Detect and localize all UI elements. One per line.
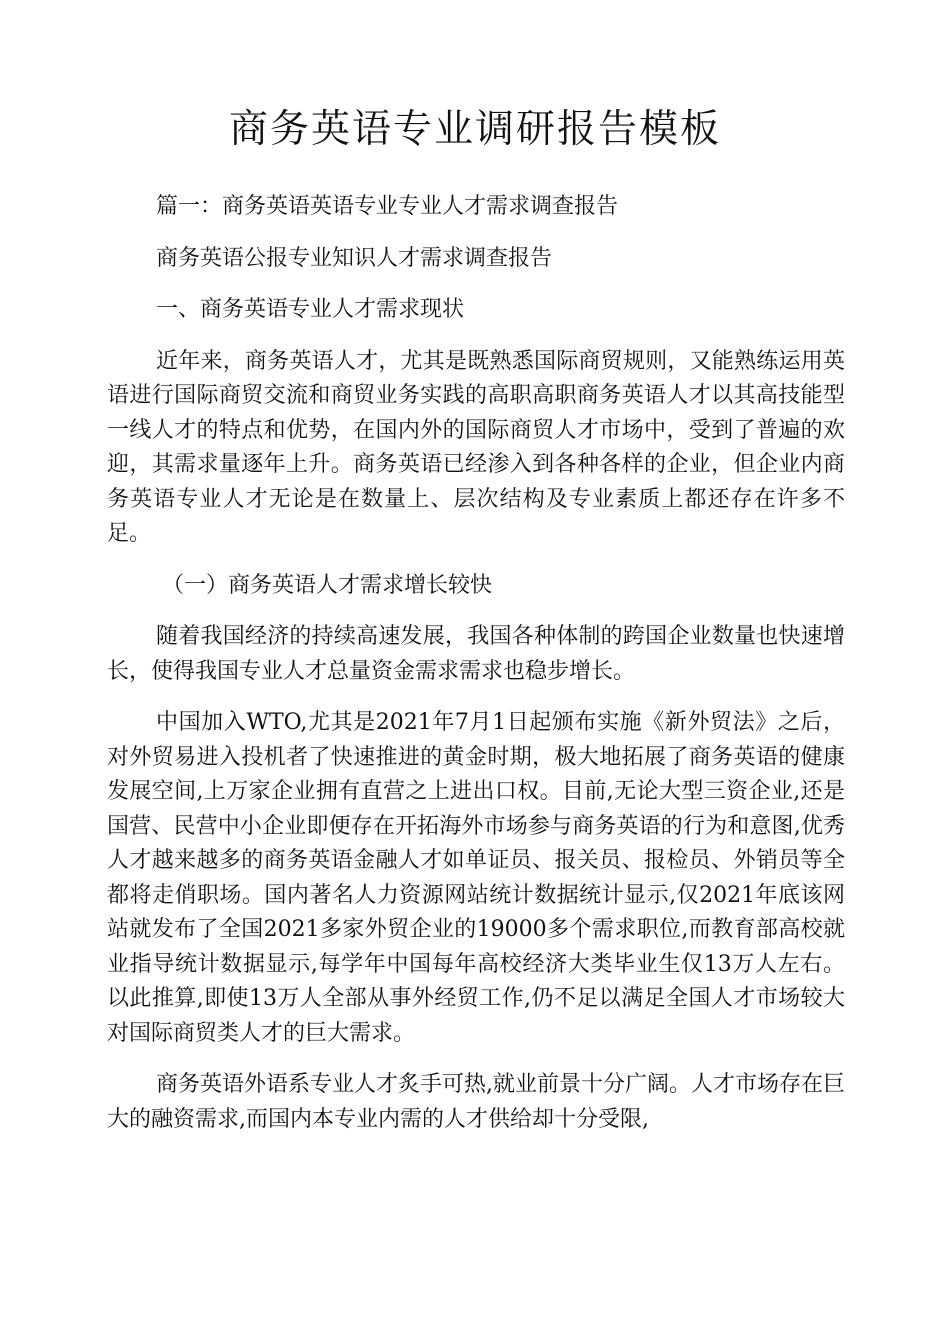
body-paragraph: 中国加入WTO,尤其是2021年7月1日起颁布实施《新外贸法》之后，对外贸易进入投机者了快速推进的黄金时期，极大地拓展了商务英语的健康发展空间,上万家企业拥有直营之上进出口权。目前,无论大型三资企业,还是国营、民营中小企业即便存在开拓海外市场参与商务英语的行为和意图,优秀人才越来越多的商务英语金融人才如单证员、报关员、报检员、外销员等全都将走俏职场。国内著名人力资源网站统计数据统计显示,仅2021年底该网站就发布了全国2021多家外贸企业的19000多个需求职位,而教育部高校就业指导统计数据显示,每学年中国每年高校经济大类毕业生仅13万人左右。以此推算,即使13万人全部从事外经贸工作,仍不足以满足全国人才市场较大对国际商贸类人才的巨大需求。 bbox=[107, 710, 845, 1046]
document-title: 商务英语专业调研报告模板 bbox=[228, 107, 721, 152]
report-subtitle: 商务英语公报专业知识人才需求调查报告 bbox=[156, 245, 553, 271]
body-paragraph: 随着我国经济的持续高速发展，我国各种体制的跨国企业数量也快速增长，使得我国专业人才总量资金需求需求也稳步增长。 bbox=[107, 624, 845, 684]
subsection-heading-demand-growth: （一）商务英语人才需求增长较快 bbox=[162, 572, 493, 598]
document-body bbox=[107, 190, 845, 1154]
section-heading-demand-status: 一、商务英语专业人才需求现状 bbox=[156, 297, 465, 322]
section-heading-part-one: 篇一：商务英语英语专业专业人才需求调查报告 bbox=[156, 194, 619, 219]
body-paragraph: 商务英语外语系专业人才炙手可热,就业前景十分广阔。人才市场存在巨大的融资需求,而国内本专业内需的人才供给却十分受限, bbox=[107, 1072, 845, 1132]
body-paragraph: 近年来，商务英语人才，尤其是既熟悉国际商贸规则，又能熟练运用英语进行国际商贸交流和商贸业务实践的高职高职商务英语人才以其高技能型一线人才的特点和优势，在国内外的国际商贸人才市场中，受到了普遍的欢迎，其需求量逐年上升。商务英语已经渗入到各种各样的企业，但企业内商务英语专业人才无论是在数量上、层次结构及专业素质上都还存在许多不足。 bbox=[107, 348, 845, 546]
